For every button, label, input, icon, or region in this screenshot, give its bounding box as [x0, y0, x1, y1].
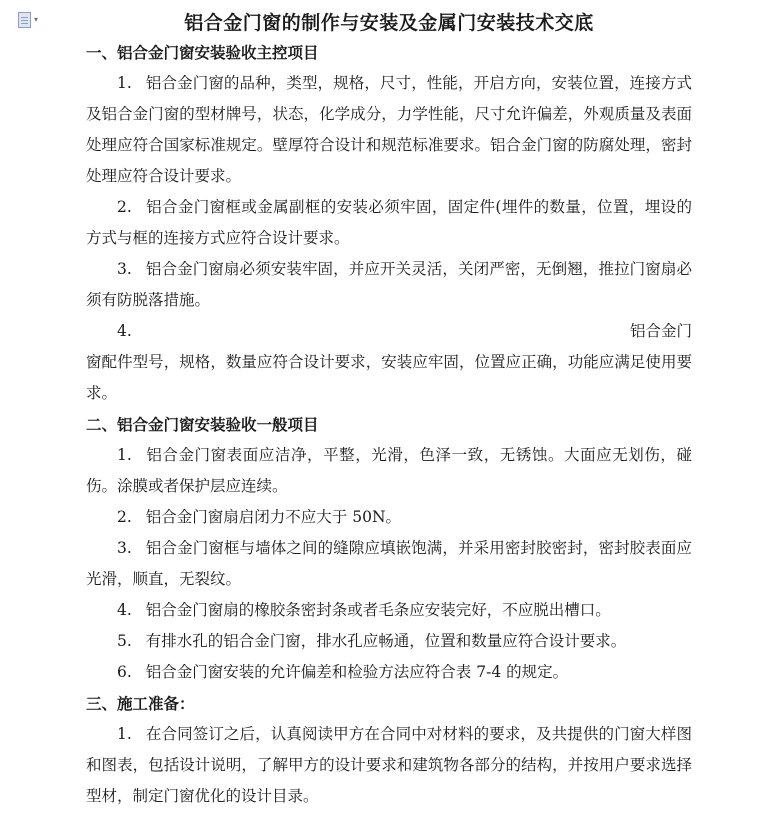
list-item — [86, 68, 692, 192]
list-item — [86, 626, 692, 657]
list-item — [86, 254, 692, 316]
item-text: 铝合金门窗表面应洁净，平整，光滑，色泽一致，无锈蚀。大面应无划伤，碰伤。涂膜或者保护层应连续。 — [86, 446, 692, 495]
item-text: 有排水孔的铝合金门窗，排水孔应畅通，位置和数量应符合设计要求。 — [145, 632, 627, 650]
section-heading: 三、施工准备： — [86, 694, 195, 713]
item-number: 1. — [117, 725, 132, 743]
list-item-continuation: 窗配件型号，规格，数量应符合设计要求，安装应牢固，位置应正确，功能应满足使用要求。 — [86, 353, 692, 402]
item-text: 铝合金门窗扇必须安装牢固，并应开关灵活，关闭严密，无倒翘，推拉门窗扇必须有防脱落措施。 — [86, 260, 692, 309]
item-number: 3. — [117, 539, 132, 557]
document-page — [86, 0, 692, 812]
list-item — [86, 316, 692, 347]
item-number: 4. — [117, 601, 132, 619]
item-text: 铝合金门窗扇启闭力不应大于 50N。 — [145, 508, 402, 526]
section-heading: 二、铝合金门窗安装验收一般项目 — [86, 415, 319, 434]
list-item — [86, 440, 692, 502]
list-item — [86, 502, 692, 533]
list-item — [86, 533, 692, 595]
document-menu-button[interactable] — [18, 12, 38, 28]
item-number: 5. — [117, 632, 132, 650]
chevron-down-icon: ▾ — [34, 15, 39, 24]
list-item — [86, 719, 692, 812]
item-number: 3. — [117, 260, 132, 278]
item-number: 1. — [117, 74, 132, 92]
item-text: 铝合金门窗的品种，类型，规格，尺寸，性能，开启方向，安装位置，连接方式及铝合金门窗的型材牌号，状态，化学成分，力学性能，尺寸允许偏差，外观质量及表面处理应符合国家标准规定。壁厚符合设计和规范标准要求。铝合金门窗的防腐处理，密封处理应符合设计要求。 — [86, 74, 692, 185]
list-item — [86, 657, 692, 688]
item-number: 2. — [117, 508, 132, 526]
item-text: 铝合金门窗框与墙体之间的缝隙应填嵌饱满，并采用密封胶密封，密封胶表面应光滑，顺直，无裂纹。 — [86, 539, 692, 588]
item-text-start: 铝合金门 — [629, 322, 692, 340]
item-text: 铝合金门窗扇的橡胶条密封条或者毛条应安装完好，不应脱出槽口。 — [145, 601, 611, 619]
item-number: 6. — [117, 663, 132, 681]
item-text: 铝合金门窗框或金属副框的安装必须牢固，固定件(埋件的数量，位置，埋设的方式与框的连接方式应符合设计要求。 — [86, 198, 692, 247]
item-number: 1. — [117, 446, 132, 464]
item-number: 2. — [117, 198, 132, 216]
item-text: 在合同签订之后，认真阅读甲方在合同中对材料的要求，及共提供的门窗大样图和图表，包括设计说明，了解甲方的设计要求和建筑物各部分的结构，并按用户要求选择型材，制定门窗优化的设计目录。 — [86, 725, 692, 805]
list-item — [86, 595, 692, 626]
item-text: 铝合金门窗安装的允许偏差和检验方法应符合表 7-4 的规定。 — [145, 663, 569, 681]
section-heading: 一、铝合金门窗安装验收主控项目 — [86, 43, 319, 62]
list-item — [86, 192, 692, 254]
document-icon — [18, 12, 31, 28]
document-title: 铝合金门窗的制作与安装及金属门安装技术交底 — [184, 12, 594, 34]
item-number: 4. — [117, 322, 132, 340]
